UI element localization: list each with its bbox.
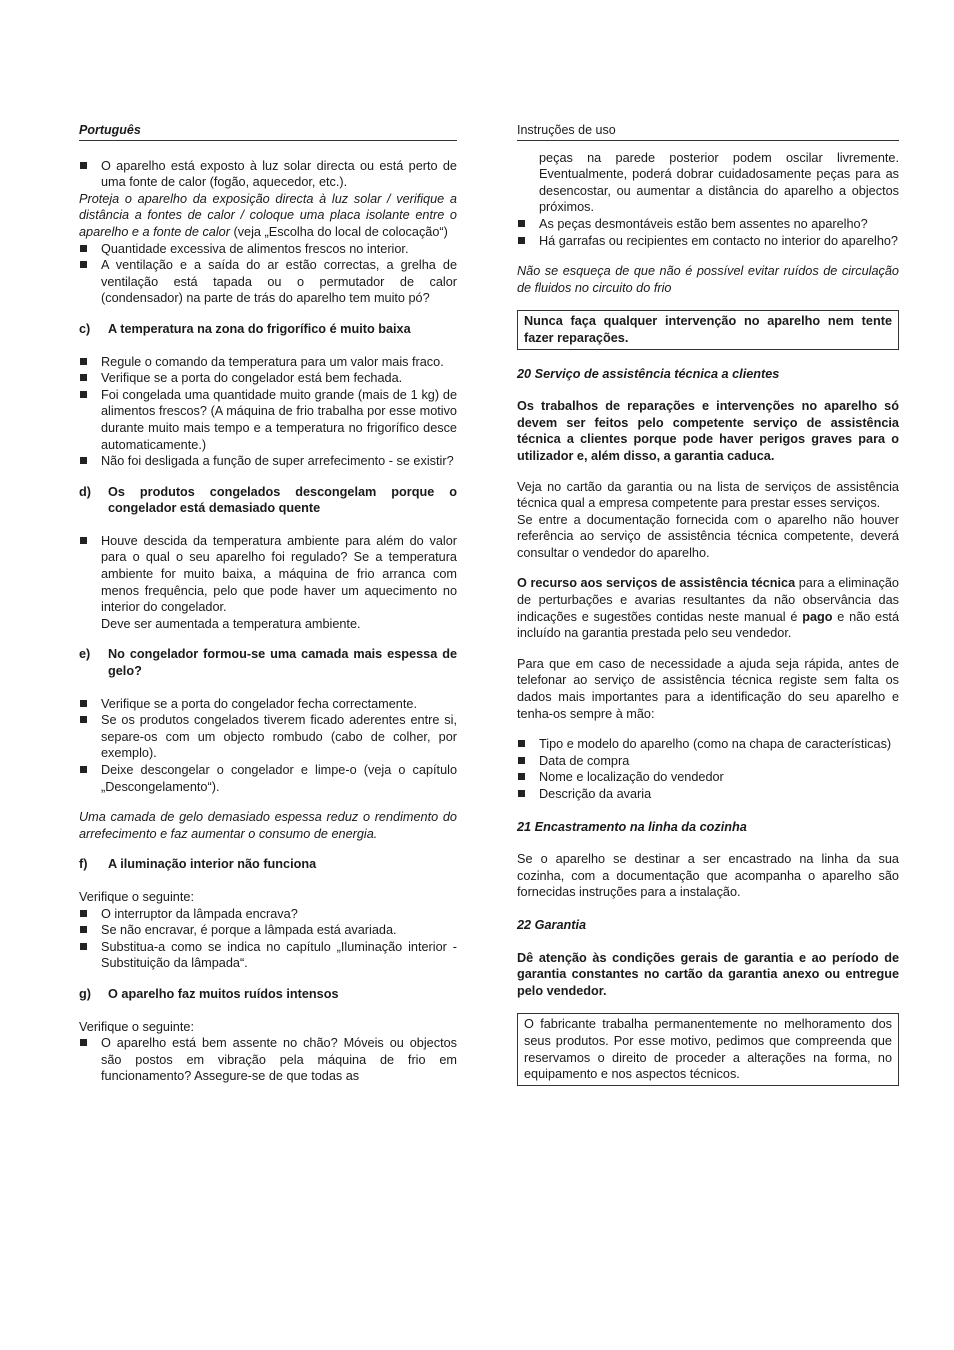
protect-italic: Proteja o aparelho da exposição directa à luz solar / verifique a distância a fontes de calor / coloque uma placa isolante entre o aparelho e a fonte de calor xyxy=(79,191,457,239)
list-item: Deixe descongelar o congelador e limpe-o (veja o capítulo „Descongelamento“). xyxy=(79,762,457,795)
manufacturer-box: O fabricante trabalha permanentemente no melhoramento dos seus produtos. Por esse motivo, pedimos que compreenda que reservamos o direito de proceder a alterações na forma, no equipamento e nos aspectos técnicos. xyxy=(517,1013,899,1085)
section-label: f) xyxy=(79,857,88,872)
section-f-heading xyxy=(79,856,457,873)
service-p3: Para que em caso de necessidade a ajuda seja rápida, antes de telefonar ao serviço de assistência técnica registe sem falta os dados mais importantes para a identificação do seu aparelho e tenha-os sempre à mão: xyxy=(517,656,899,721)
section-title: A iluminação interior não funciona xyxy=(108,857,317,872)
list-item: Foi congelada uma quantidade muito grande (mais de 1 kg) de alimentos frescos? (A máquina de frio trabalha por esse motivo durante muito mais tempo e a temperatura no frigorífico desce automaticamente.) xyxy=(79,387,457,453)
list-item: Se os produtos congelados tiverem ficado aderentes entre si, separe-os com um objecto rombudo (cabo de colher, por exemplo). xyxy=(79,712,457,762)
service-p1b: Se entre a documentação fornecida com o aparelho não houver referência ao serviço de assistência técnica competente, deverá consultar o vendedor do aparelho. xyxy=(517,512,899,560)
protect-rest: (veja „Escolha do local de colocação“) xyxy=(229,224,448,239)
section-label: d) xyxy=(79,484,91,499)
service-p2-bold: O recurso aos serviços de assistência técnica xyxy=(517,576,796,591)
section-g-heading xyxy=(79,986,457,1003)
warning-box: Nunca faça qualquer intervenção no aparelho nem tente fazer reparações. xyxy=(517,310,899,349)
list-item-text: Houve descida da temperatura ambiente para além do valor para o qual o seu aparelho foi regulado? Se a temperatura ambiente for muito baixa, a máquina de frio arranca com menos frequência, pelo que pode haver um aquecimento no interior do congelador. xyxy=(101,533,457,615)
section-22-heading: 22 Garantia xyxy=(517,917,587,932)
section-c-heading xyxy=(79,321,457,338)
header-title: Instruções de uso xyxy=(517,122,899,141)
service-p1: Veja no cartão da garantia ou na lista de serviços de assistência técnica qual a empresa competente para prestar esses serviços. xyxy=(517,479,899,511)
list-item xyxy=(79,533,457,633)
section-title: O aparelho faz muitos ruídos intensos xyxy=(108,986,339,1001)
header-language: Português xyxy=(79,122,457,141)
paragraph-protect xyxy=(79,191,457,241)
list-item: As peças desmontáveis estão bem assentes no aparelho? xyxy=(517,216,899,233)
service-p2-text: para a eliminação de perturbações e avarias resultantes da não observância das indicações e sugestões contidas neste manual é xyxy=(517,576,899,624)
section-title: Os produtos congelados descongelam porque o congelador está demasiado quente xyxy=(108,484,457,516)
list-f xyxy=(79,906,457,972)
list-item: O interruptor da lâmpada encrava? xyxy=(79,906,457,923)
section-d-heading xyxy=(79,484,457,517)
list-item: Descrição da avaria xyxy=(517,786,899,803)
service-bold: Os trabalhos de reparações e intervenções no aparelho só devem ser feitos pelo competente serviço de assistência técnica a clientes porque pode haver perigos graves para o utilizador e, além disso, a garantia caduca. xyxy=(517,399,899,463)
list-item: Data de compra xyxy=(517,753,899,770)
section-21-heading: 21 Encastramento na linha da cozinha xyxy=(517,819,747,834)
check-intro: Verifique o seguinte: xyxy=(79,889,194,904)
right-column xyxy=(517,122,899,1086)
list-service-data xyxy=(517,736,899,802)
list-item: O aparelho está bem assente no chão? Móveis ou objectos são postos em vibração pela máquina de frio em funcionamento? Assegure-se de que todas as xyxy=(79,1035,457,1085)
list-item: Não foi desligada a função de super arrefecimento - se existir? xyxy=(79,453,457,470)
list-e xyxy=(79,696,457,796)
list-item: Verifique se a porta do congelador fecha correctamente. xyxy=(79,696,457,713)
list-item: Verifique se a porta do congelador está bem fechada. xyxy=(79,370,457,387)
list-item: A ventilação e a saída do ar estão correctas, a grelha de ventilação está tapada ou o permutador de calor (condensador) na parte de trás do aparelho tem muito pó? xyxy=(79,257,457,307)
service-p2-paid: pago xyxy=(802,609,833,624)
warranty-bold: Dê atenção às condições gerais de garantia e ao período de garantia constantes no cartão da garantia anexo ou entregue pelo vendedor. xyxy=(517,950,899,998)
section-label: c) xyxy=(79,321,91,336)
section-e-heading xyxy=(79,646,457,679)
section-label: e) xyxy=(79,647,91,662)
service-p2 xyxy=(517,575,899,641)
list-item: O aparelho está exposto à luz solar directa ou está perto de uma fonte de calor (fogão, aquecedor, etc.). xyxy=(79,158,457,191)
section-label: g) xyxy=(79,986,91,1001)
note-ice: Uma camada de gelo demasiado espessa reduz o rendimento do arrefecimento e faz aumentar o consumo de energia. xyxy=(79,810,457,841)
list-heat xyxy=(79,158,457,191)
note-noise: Não se esqueça de que não é possível evitar ruídos de circulação de fluidos no circuito do frio xyxy=(517,264,899,295)
section-title: A temperatura na zona do frigorífico é muito baixa xyxy=(108,321,411,336)
list-g xyxy=(79,1035,457,1085)
left-column xyxy=(79,122,457,1085)
section-title: No congelador formou-se uma camada mais espessa de gelo? xyxy=(108,647,457,679)
list-item-text: Deve ser aumentada a temperatura ambiente. xyxy=(101,616,361,631)
list-item: Quantidade excessiva de alimentos frescos no interior. xyxy=(79,241,457,258)
built-in-text: Se o aparelho se destinar a ser encastrado na linha da sua cozinha, com a documentação que acompanha o aparelho são fornecidas instruções para a instalação. xyxy=(517,852,899,900)
continued-text: peças na parede posterior podem oscilar livremente. Eventualmente, poderá dobrar cuidadosamente peças para as desencostar, ou aumentar a distância do aparelho a objectos próximos. xyxy=(539,150,899,215)
list-noise xyxy=(517,216,899,249)
list-c xyxy=(79,354,457,470)
list-item: Regule o comando da temperatura para um valor mais fraco. xyxy=(79,354,457,371)
list-d xyxy=(79,533,457,633)
list-item: Há garrafas ou recipientes em contacto no interior do aparelho? xyxy=(517,233,899,250)
section-20-heading: 20 Serviço de assistência técnica a clientes xyxy=(517,366,780,381)
check-intro: Verifique o seguinte: xyxy=(79,1019,194,1034)
list-item: Tipo e modelo do aparelho (como na chapa de características) xyxy=(517,736,899,753)
list-causes xyxy=(79,241,457,307)
list-item: Nome e localização do vendedor xyxy=(517,769,899,786)
list-item: Substitua-a como se indica no capítulo „Iluminação interior - Substituição da lâmpada“. xyxy=(79,939,457,972)
service-p2-text: e não está incluído na garantia prestada pelo seu vendedor. xyxy=(517,609,900,641)
list-item: Se não encravar, é porque a lâmpada está avariada. xyxy=(79,922,457,939)
